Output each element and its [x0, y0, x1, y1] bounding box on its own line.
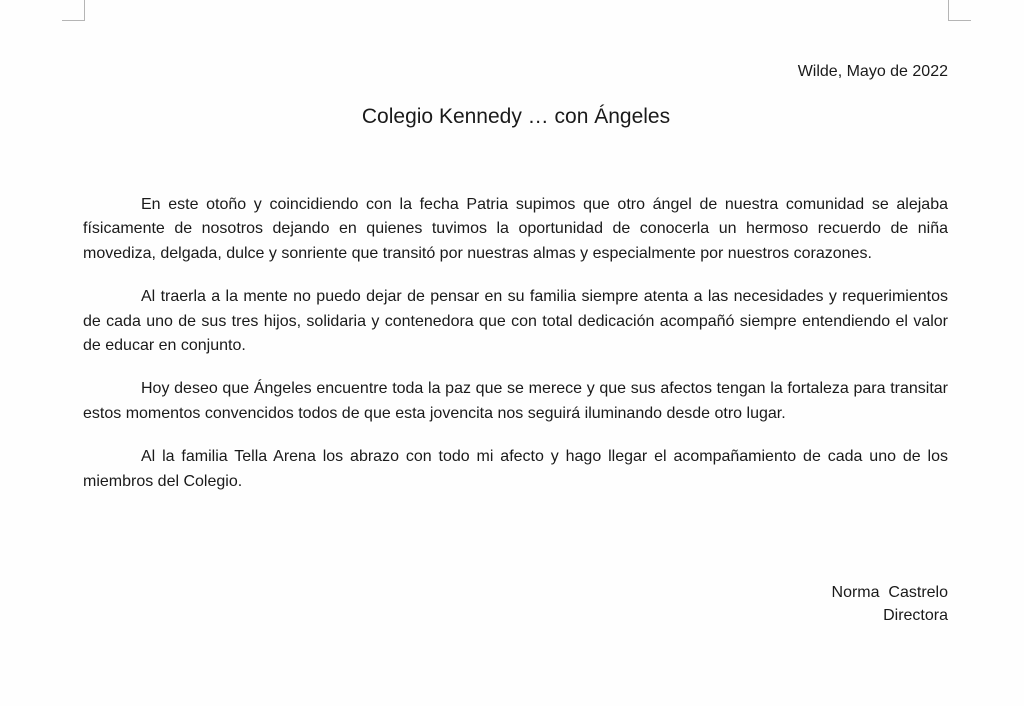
paragraph-4: Al la familia Tella Arena los abrazo con todo mi afecto y hago llegar el acompañamiento de cada uno de los miembros del Colegio. [83, 448, 948, 490]
paragraph-2: Al traerla a la mente no puedo dejar de pensar en su familia siempre atenta a las necesidades y requerimientos de cada uno de sus tres hijos, solidaria y contenedora que con total dedicación acompañó siempre entendiendo el valor de educar en conjunto. [83, 288, 948, 355]
paragraph-3: Hoy deseo que Ángeles encuentre toda la paz que se merece y que sus afectos tengan la fortaleza para transitar estos momentos convencidos todos de que esta jovencita nos seguirá iluminando desde otro lugar. [83, 380, 948, 422]
signature-block [832, 581, 948, 627]
page-margin-marker-top-left [62, 0, 85, 21]
date-line: Wilde, Mayo de 2022 [797, 63, 948, 80]
signature-name: Norma Castrelo [831, 584, 948, 601]
letter-body [83, 193, 948, 513]
paragraph-1: En este otoño y coincidiendo con la fecha Patria supimos que otro ángel de nuestra comunidad se alejaba físicamente de nosotros dejando en quienes tuvimos la oportunidad de conocerla un hermoso recuerdo de niña movediza, delgada, dulce y sonriente que transitó por nuestras almas y especialmente por nuestros corazones. [83, 196, 948, 262]
page-margin-marker-top-right [948, 0, 971, 21]
letter-title: Colegio Kennedy … con Ángeles [361, 105, 671, 128]
signature-role: Directora [883, 607, 948, 624]
